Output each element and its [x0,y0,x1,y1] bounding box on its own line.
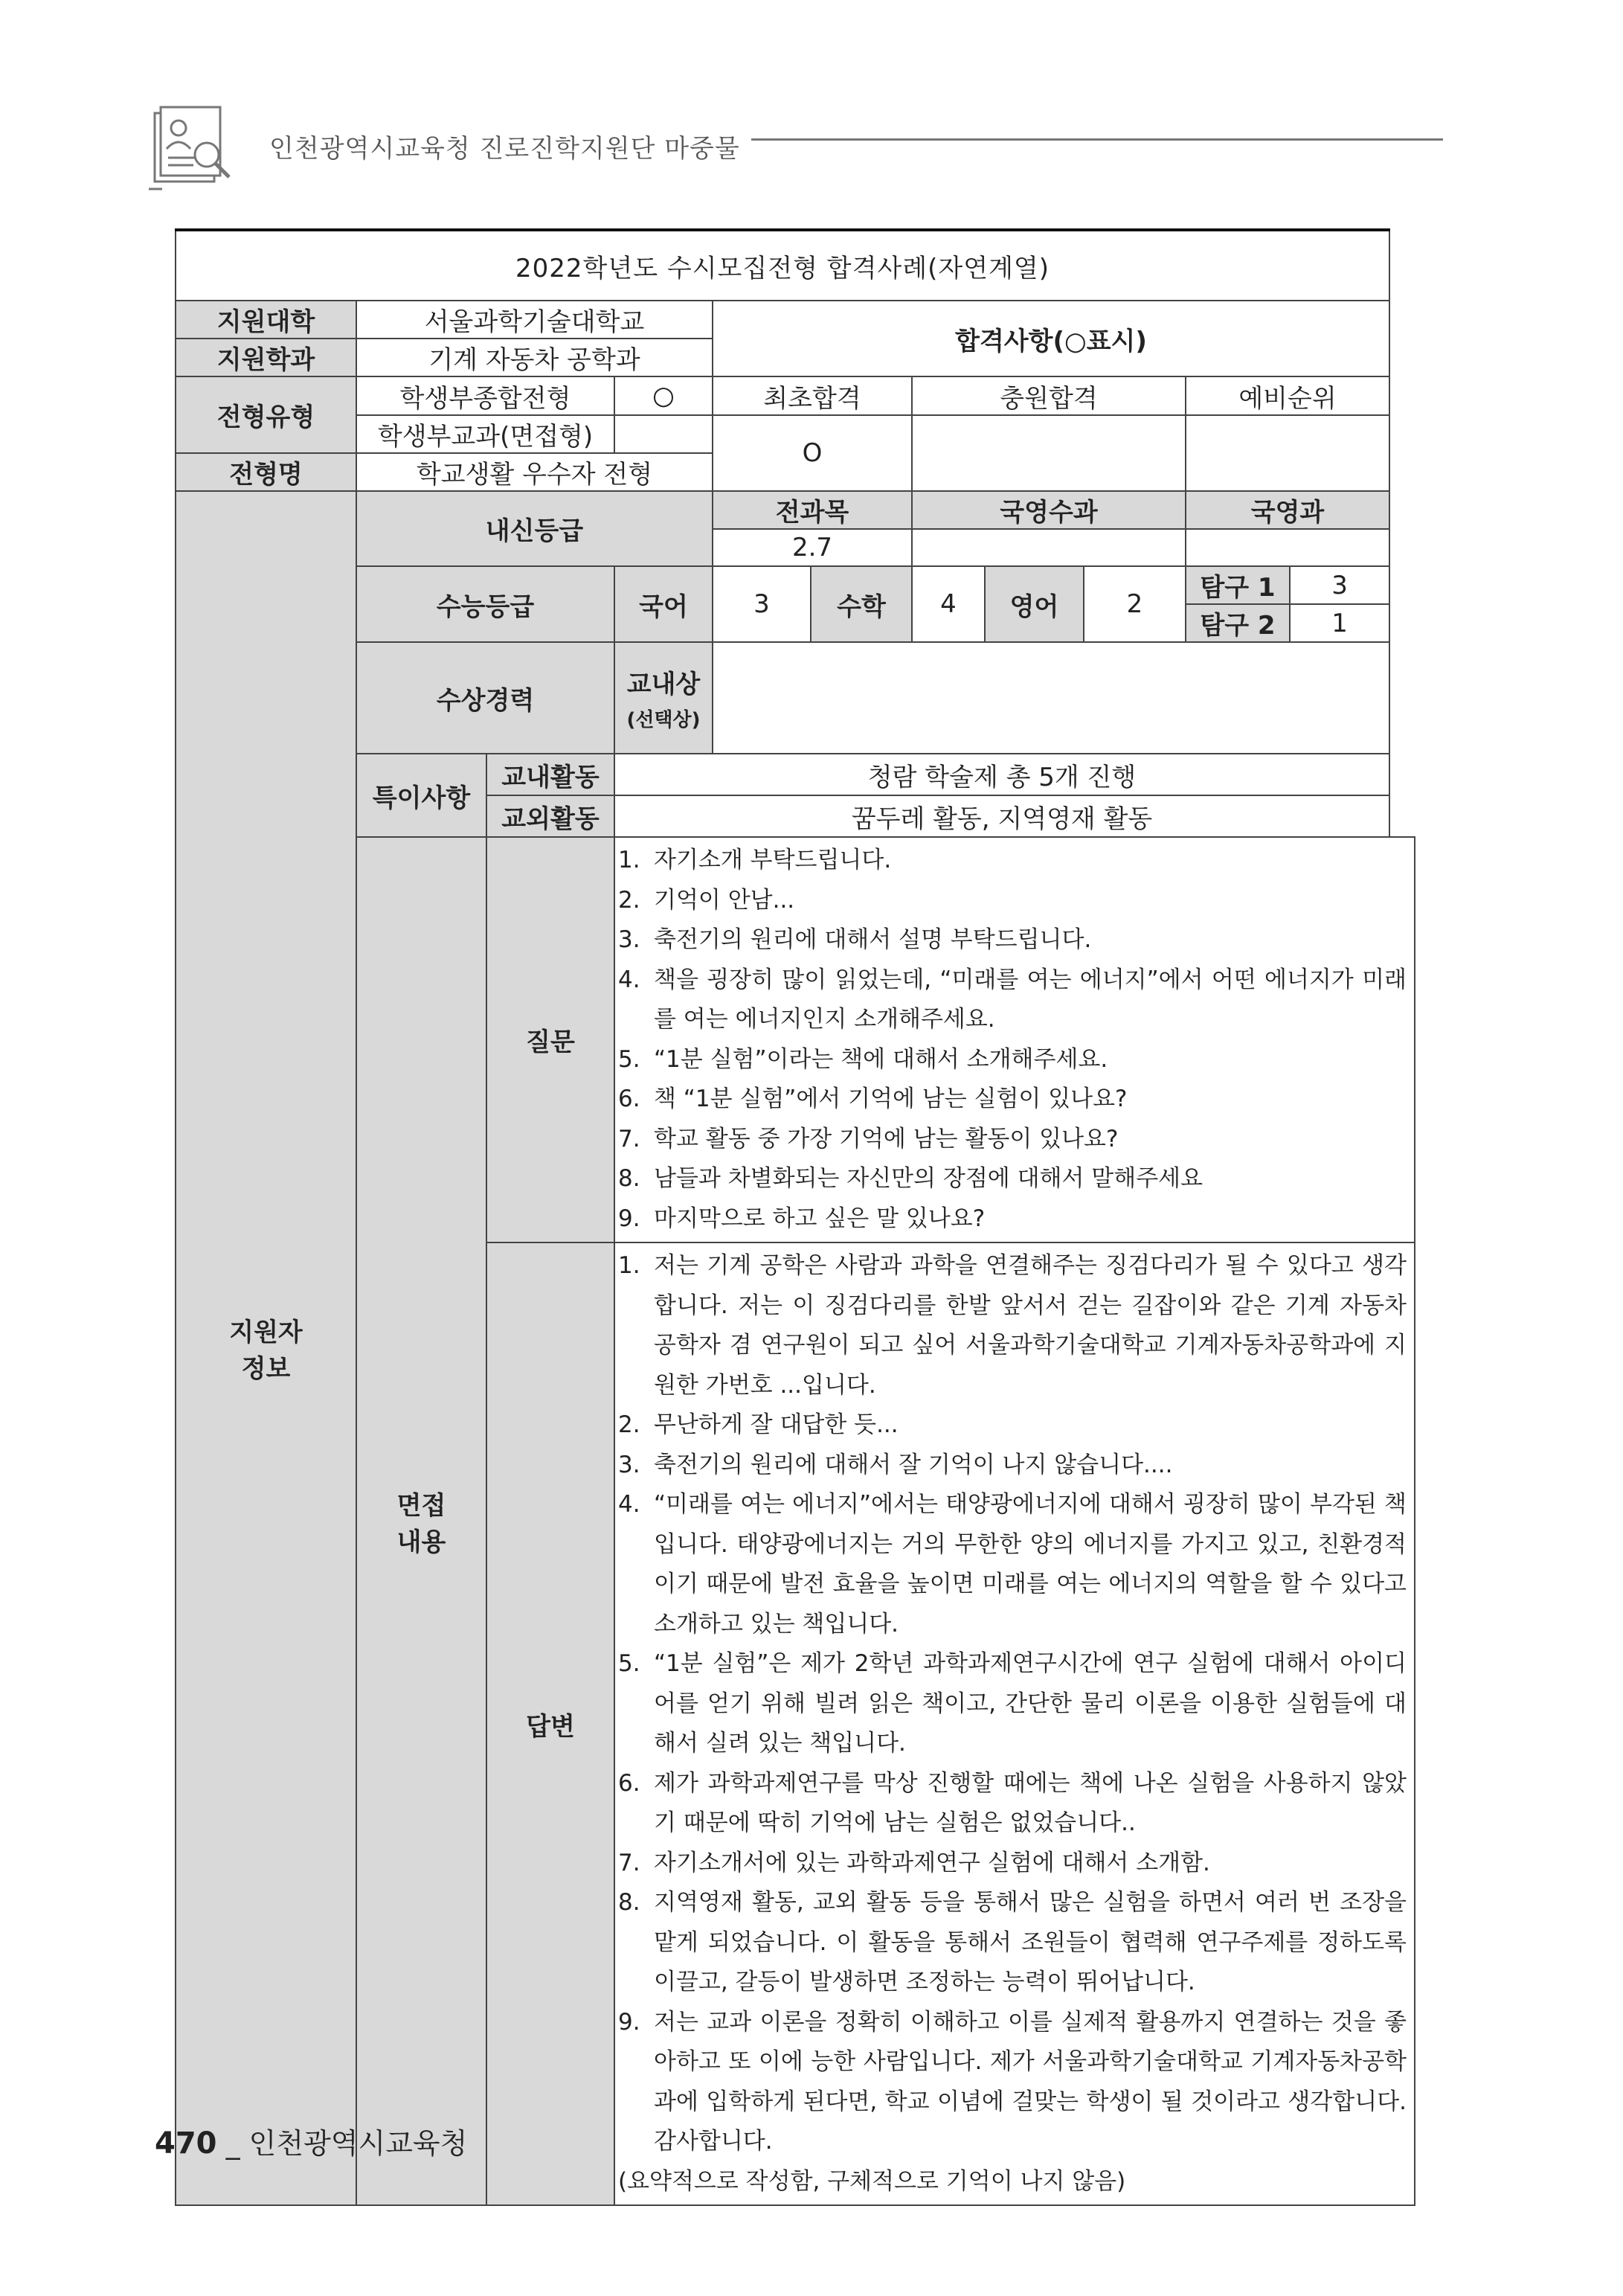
special-label: 특이사항 [356,754,486,837]
in-school-value: 청람 학술제 총 5개 진행 [614,754,1389,795]
admission-type-label: 전형유형 [176,376,356,453]
csat-korean-value: 3 [713,566,811,642]
question-item: 4. 책을 굉장히 많이 읽었는데, “미래를 여는 에너지”에서 어떤 에너지가 미래를 여는 에너지인지 소개해주세요. [618,966,1407,1033]
page-number: 470 [155,2126,217,2161]
result-col-additional: 충원합격 [912,376,1186,415]
csat-label: 수능등급 [356,566,614,642]
answers-label: 답변 [486,1242,614,2205]
result-mark-waitlist [1186,415,1389,491]
answer-item: 1. 저는 기계 공학은 사람과 과학을 연결해주는 징검다리가 될 수 있다고 생각합니다. 저는 이 징검다리를 한발 앞서서 걷는 길잡이와 같은 기계 자동차 공학자 겸 연구원이 되고 싶어 서울과학기술대학교 기계자동차공학과에 지원한 가번호 ...입니다. [618,1252,1407,1399]
admission-type-1: 학생부종합전형 [356,376,614,415]
gpa-value-kes [1186,529,1389,566]
question-item: 6. 책 “1분 실험”에서 기억에 남는 실험이 있나요? [618,1086,1128,1112]
person-magnifier-icon [149,103,238,192]
answers-note: (요약적으로 작성함, 구체적으로 기억이 나지 않음) [618,2167,1126,2195]
footer-publisher: 인천광역시교육청 [248,2127,468,2160]
csat-english-value: 2 [1084,566,1186,642]
header-org-text: 인천광역시교육청 진로진학지원단 마중물 [269,134,740,164]
csat-inquiry2-label: 탐구 2 [1186,604,1290,642]
answer-item: 3. 축전기의 원리에 대해서 잘 기억이 나지 않습니다.... [618,1451,1173,1478]
track-name-value: 학교생활 우수자 전형 [356,453,713,491]
question-item: 2. 기억이 안남... [618,886,795,914]
awards-sub-label: 교내상 (선택상) [614,642,713,754]
out-school-label: 교외활동 [486,795,614,837]
answers-list [618,1246,1407,2162]
answer-item: 6. 제가 과학과제연구를 막상 진행할 때에는 책에 나온 실험을 사용하지 않았기 때문에 딱히 기억에 남는 실험은 없었습니다.. [618,1769,1407,1836]
applicant-info-label: 지원자 정보 [176,491,356,2205]
admission-type-2-mark [614,415,713,453]
gpa-label: 내신등급 [356,491,713,566]
track-name-label: 전형명 [176,453,356,491]
footer-separator: _ [216,2127,249,2160]
question-item: 5. “1분 실험”이라는 책에 대해서 소개해주세요. [618,1045,1108,1073]
csat-inquiry1-label: 탐구 1 [1186,566,1290,604]
question-item: 8. 남들과 차별화되는 자신만의 장점에 대해서 말해주세요 [618,1165,1203,1192]
gpa-col-kes: 국영과 [1186,491,1389,529]
question-item: 1. 자기소개 부탁드립니다. [618,847,892,873]
result-col-waitlist: 예비순위 [1186,376,1389,415]
gpa-col-kesm: 국영수과 [912,491,1186,529]
answer-item: 7. 자기소개서에 있는 과학과제연구 실험에 대해서 소개함. [618,1849,1210,1876]
interview-label: 면접 내용 [356,837,486,2205]
result-col-first: 최초합격 [713,376,912,415]
awards-value [713,642,1389,754]
department-value: 기계 자동차 공학과 [356,339,713,376]
university-label: 지원대학 [176,301,356,339]
admission-case-table [175,228,1415,2206]
result-mark-additional [912,415,1186,491]
university-value: 서울과학기술대학교 [356,301,713,339]
csat-inquiry1-value: 3 [1290,566,1389,604]
questions-cell [614,837,1415,1242]
questions-label: 질문 [486,837,614,1242]
out-school-value: 꿈두레 활동, 지역영재 활동 [614,795,1389,837]
question-item: 7. 학교 활동 중 가장 기억에 남는 활동이 있나요? [618,1125,1119,1152]
question-item: 3. 축전기의 원리에 대해서 설명 부탁드립니다. [618,926,1092,953]
awards-label: 수상경력 [356,642,614,754]
admission-type-2: 학생부교과(면접형) [356,415,614,453]
admission-type-1-mark: ○ [614,376,713,415]
csat-korean-label: 국어 [614,566,713,642]
answer-item: 8. 지역영재 활동, 교외 활동 등을 통해서 많은 실험을 하면서 여러 번 조장을 맡게 되었습니다. 이 활동을 통해서 조원들이 협력해 연구주제를 정하도록 이끌고, 갈등이 발생하면 조정하는 능력이 뛰어납니다. [618,1889,1407,1995]
answer-item: 5. “1분 실험”은 제가 2학년 과학과제연구시간에 연구 실험에 대해서 아이디어를 얻기 위해 빌려 읽은 책이고, 간단한 물리 이론을 이용한 실험들에 대해서 실려 있는 책입니다. [618,1650,1407,1757]
result-header: 합격사항(○표시) [713,301,1389,376]
csat-math-value: 4 [912,566,985,642]
answer-item: 9. 저는 교과 이론을 정확히 이해하고 이를 실제적 활용까지 연결하는 것을 좋아하고 또 이에 능한 사람입니다. 제가 서울과학기술대학교 기계자동차공학과에 입학하게 된다면, 학교 이념에 걸맞는 학생이 될 것이라고 생각합니다. 감사합니다. [618,2008,1407,2155]
csat-math-label: 수학 [811,566,912,642]
csat-inquiry2-value: 1 [1290,604,1389,642]
header-rule [751,138,1443,141]
gpa-value-all: 2.7 [713,529,912,566]
in-school-label: 교내활동 [486,754,614,795]
gpa-value-kesm [912,529,1186,566]
question-item: 9. 마지막으로 하고 싶은 말 있나요? [618,1205,986,1232]
gpa-col-all: 전과목 [713,491,912,529]
footer [155,2120,467,2161]
page-title: 2022학년도 수시모집전형 합격사례(자연계열) [176,230,1389,301]
answer-item: 4. “미래를 여는 에너지”에서는 태양광에너지에 대해서 굉장히 많이 부각된 책입니다. 태양광에너지는 거의 무한한 양의 에너지를 가지고 있고, 친환경적이기 때문에 발전 효율을 높이면 미래를 여는 에너지의 역할을 할 수 있다고 소개하고 있는 책입니다. [618,1491,1407,1638]
csat-english-label: 영어 [985,566,1084,642]
result-mark-first: O [713,415,912,491]
questions-list [618,841,1407,1239]
answer-item: 2. 무난하게 잘 대답한 듯... [618,1411,899,1438]
answers-cell [614,1242,1415,2205]
department-label: 지원학과 [176,339,356,376]
